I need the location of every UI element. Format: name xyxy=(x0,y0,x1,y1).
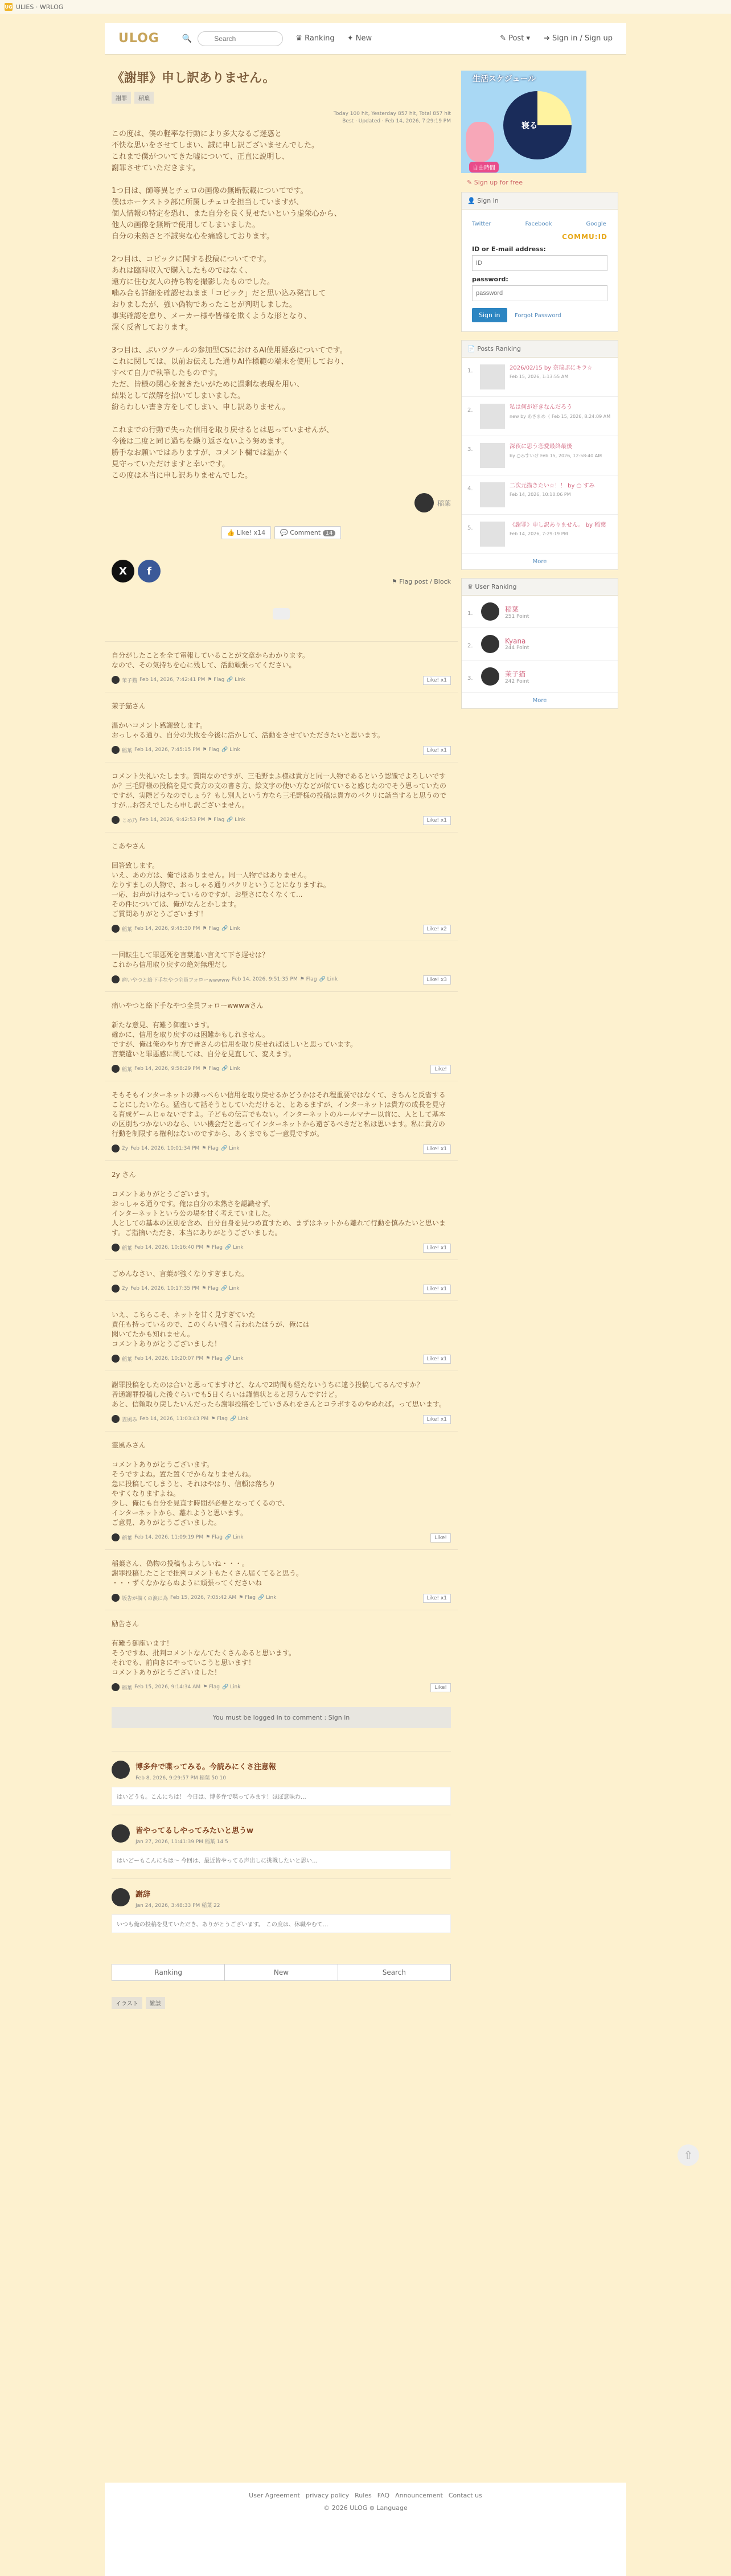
comment-item xyxy=(105,1431,458,1549)
flag-icon[interactable]: ⚑ Flag xyxy=(202,1146,219,1151)
comment-item xyxy=(105,1549,458,1610)
comment-like-button[interactable]: Like! x1 xyxy=(423,816,451,825)
password-label: password: xyxy=(472,276,508,283)
banner-pie-label: 寝る xyxy=(521,121,537,130)
page-title: 《謝罪》申し訳ありません。 xyxy=(112,71,276,85)
sidebar-banner[interactable] xyxy=(461,71,586,173)
comment-user[interactable]: 2y xyxy=(122,1286,129,1291)
comment-text: 茉子猫さん 温かいコメント感謝致します。 おっしゃる通り、自分の失敗を今後に活かして、活動をさせていただきたいと思います。 xyxy=(112,702,384,739)
comment-time: Feb 14, 2026, 10:01:34 PM xyxy=(130,1146,200,1151)
post-thumbnail xyxy=(480,522,505,547)
user-info xyxy=(505,604,529,620)
reaction-bar xyxy=(105,526,458,539)
signin-link[interactable]: ➜ Sign in / Sign up xyxy=(544,34,613,43)
bottom-tabs xyxy=(112,1964,451,1981)
avatar[interactable] xyxy=(112,1594,120,1602)
comment-text: 謝罪投稿をしたのは合いと思ってますけど、なんで2時間も経たないうちに違う投稿してるんですか？ 普通謝罪投稿した後ぐらいでも5日くらいは謹慎状とると思うんですけど。 あと、信頼取り戻したいんだったら謝罪投稿をしていきみれをさんとコラボするのやめれば。って思います。 xyxy=(112,1381,446,1408)
comment-item xyxy=(105,1301,458,1371)
comment-text: ごめんなさい、言葉が強くなりすぎました。 xyxy=(112,1270,249,1278)
site-title: ULIES · WRLOG xyxy=(16,3,64,11)
flag-icon[interactable]: ⚑ Flag xyxy=(202,1066,220,1072)
signin-header: 👤 Sign in xyxy=(462,192,618,210)
x-share-icon[interactable]: X xyxy=(112,560,134,583)
twitter-login[interactable]: Twitter xyxy=(472,221,491,227)
avatar xyxy=(481,667,499,686)
post-button[interactable]: ✎ Post ▾ xyxy=(500,34,530,43)
comment-label: Comment xyxy=(290,529,321,536)
posts-ranking-header: 📄 Posts Ranking xyxy=(462,341,618,358)
user-name[interactable]: Kyana xyxy=(505,637,526,645)
rank-number: 1. xyxy=(467,610,473,617)
flag-icon[interactable]: ⚑ Flag xyxy=(206,1245,223,1250)
comment-text: そもそもインターネットの薄っぺらい信用を取り戻せるかどうかはそれ程重要ではなくて、きちんと反省することにしたいなら。猛省して話そうとしていただけると、とあるますが、インターネットは貴方の成長を見守る育成ゲームじゃないですよ。子どもの伝言でもない。インターネットのルールマナー以前に、人として基本の区別ちつかないのなら、いい機会だと思ってインターネットから遠ざるべきだと私は思います。私に貴方の行動を制限する権利はないのですから、あくまでもご一意見ですが。 xyxy=(112,1091,446,1138)
flag-icon[interactable]: ⚑ Flag xyxy=(299,977,317,982)
comment-time: Feb 14, 2026, 10:20:07 PM xyxy=(134,1356,204,1361)
like-button[interactable]: 👍 Like! x14 xyxy=(221,526,272,539)
avatar[interactable] xyxy=(112,1065,120,1073)
flag-icon[interactable]: ⚑ Flag xyxy=(202,747,220,753)
password-field[interactable] xyxy=(472,285,607,301)
author-name: 稲葉 xyxy=(437,499,451,507)
related-post-info xyxy=(135,1761,276,1781)
comment-user[interactable]: 稲葉 xyxy=(122,748,133,754)
rank-number: 1. xyxy=(467,368,473,374)
comment-info xyxy=(112,746,451,754)
comment-user[interactable]: 稲葉 xyxy=(122,1685,133,1691)
link-icon[interactable]: 🔗 Link xyxy=(221,926,240,932)
banner-title: 生活スケジュール xyxy=(473,75,536,84)
related-post-item[interactable] xyxy=(112,1878,451,1942)
scroll-top-button[interactable]: ⇧ xyxy=(677,2144,699,2166)
flag-icon[interactable]: ⚑ Flag xyxy=(207,817,225,823)
link-icon[interactable]: 🔗 Link xyxy=(221,747,240,753)
link-icon[interactable]: 🔗 Link xyxy=(319,977,338,982)
id-label: ID or E-mail address: xyxy=(472,245,546,253)
ranking-title[interactable]: 2026/02/15 by 奈瑞ぷにキラ☆ xyxy=(510,365,593,371)
comment-info xyxy=(112,1594,451,1602)
comment-item xyxy=(105,941,458,991)
ranking-item[interactable] xyxy=(462,515,618,554)
comment-info xyxy=(112,1415,451,1423)
flag-icon[interactable]: ⚑ Flag xyxy=(206,1356,223,1361)
article-tags xyxy=(112,92,458,104)
user-ranking-header: ♛ User Ranking xyxy=(462,579,618,596)
avatar[interactable] xyxy=(112,1683,120,1691)
avatar xyxy=(112,1824,130,1843)
posts-ranking-title: Posts Ranking xyxy=(477,345,521,352)
paragraph: 2つ目は、コピックに関する投稿についてです。 あれは臨時収入で購入したものではなく、 遠方に住む友人の持ち物を撮影したものでした。 噛み合も詳細を確認せねまま「コピック」だと思い込み発言して おりましたが、強い偽物であったことが判明しました。 事実確認を怠り、メーカー様や皆様を欺くような形となり、 深く反省しております。 xyxy=(112,255,326,332)
rank-number: 4. xyxy=(467,486,473,492)
signin-header-label: Sign in xyxy=(477,197,499,204)
ranking-info xyxy=(510,404,610,420)
avatar[interactable] xyxy=(112,1244,120,1252)
ranking-info xyxy=(510,482,595,497)
footer-links xyxy=(0,2489,731,2502)
comment-item xyxy=(105,991,458,1081)
ranking-title[interactable]: 私は何が好きなんだろう xyxy=(510,404,572,411)
signup-link[interactable]: ✎ Sign up for free xyxy=(467,179,523,186)
related-post-meta: Jan 24, 2026, 3:48:33 PM 稲葉 22 xyxy=(135,1903,220,1909)
paragraph: 1つ目は、師等異とチェロの画像の無断転載についてです。 僕はホーケストラ部に所属しチェロを担当していますが、 個人情報の特定を恐れ、また自分を良く見せたいという虚栄心から、 他人の画像を無断で使用してしまいました。 自分の未熟さと不誠実な心を痛感しております。 xyxy=(112,187,342,241)
facebook-share-icon[interactable]: f xyxy=(138,560,161,583)
ranking-meta: Feb 14, 2026, 7:29:19 PM xyxy=(510,531,568,536)
comment-info xyxy=(112,1145,451,1152)
user-info xyxy=(505,669,529,684)
tag-chip[interactable]: 雑談 xyxy=(146,1997,165,2009)
footer-link[interactable]: Rules xyxy=(355,2492,372,2499)
related-post-item[interactable] xyxy=(112,1751,451,1815)
tab-search[interactable]: Search xyxy=(382,1968,406,1976)
comment-info xyxy=(112,1533,451,1541)
comment-like-button[interactable]: Like! x2 xyxy=(423,925,451,934)
user-ranking-more[interactable]: More xyxy=(532,698,547,704)
ranking-meta: Feb 14, 2026, 10:10:06 PM xyxy=(510,492,571,497)
brand-logo[interactable]: ULOG xyxy=(118,31,159,46)
related-post-info xyxy=(135,1824,253,1845)
comment-text: 自分がしたことを全て電報していることが文章からわかります。 なので、その気持ちを心に残して、活動頑張ってください。 xyxy=(112,651,310,669)
banner-caption: 自由時間 xyxy=(469,162,499,173)
link-icon[interactable]: 🔗 Link xyxy=(257,1595,277,1601)
ranking-meta: Feb 15, 2026, 1:13:55 AM xyxy=(510,374,569,379)
link-icon[interactable]: 🔗 Link xyxy=(227,817,245,823)
related-post-item[interactable] xyxy=(112,1815,451,1878)
avatar[interactable] xyxy=(112,1355,120,1363)
signup-label: Sign up for free xyxy=(474,179,523,186)
top-navbar xyxy=(105,23,626,55)
comment-text: 一回転生して罪悪死を言葉違い言えて下さ遅せは？ これから信用取り戻すの絶対無理だし xyxy=(112,951,269,969)
post-thumbnail xyxy=(480,364,505,389)
user-ranking-item[interactable] xyxy=(462,628,618,661)
comment-time: Feb 14, 2026, 7:42:41 PM xyxy=(139,677,206,683)
comment-time: Feb 14, 2026, 11:03:43 PM xyxy=(139,1416,209,1422)
flag-icon[interactable]: ⚑ Flag xyxy=(207,677,225,683)
updated-info: Best · Updated · Feb 14, 2026, 7:29:19 PM xyxy=(342,118,451,124)
ranking-item[interactable] xyxy=(462,358,618,397)
footer-link[interactable]: Contact us xyxy=(448,2492,482,2499)
comment-item xyxy=(105,832,458,941)
post-thumbnail xyxy=(480,443,505,468)
comment-time: Feb 15, 2026, 7:05:42 AM xyxy=(170,1595,237,1601)
link-icon[interactable]: 🔗 Link xyxy=(221,1066,240,1072)
comment-info xyxy=(112,1355,451,1363)
avatar[interactable] xyxy=(112,1285,120,1293)
article-body xyxy=(112,129,451,482)
comment-info xyxy=(112,1065,451,1073)
ranking-title[interactable]: 《謝罪》申し訳ありません。 by 稲葉 xyxy=(510,522,606,528)
comment-button[interactable]: 💬 Comment 14 xyxy=(274,526,341,539)
hit-counts: Today 100 hit, Yesterday 857 hit, Total 857 hit xyxy=(333,111,451,117)
comment-user[interactable]: 霊風み xyxy=(122,1417,138,1423)
bottom-tags xyxy=(112,1997,451,2009)
ranking-meta: by ○みすいけ Feb 15, 2026, 12:58:40 AM xyxy=(510,453,602,458)
user-ranking-item[interactable] xyxy=(462,661,618,693)
ranking-item[interactable] xyxy=(462,397,618,436)
user-points: 244 Point xyxy=(505,645,529,651)
user-name[interactable]: 茉子猫 xyxy=(505,670,526,678)
comment-text: 痛いやつと絡下手なやつ全員フォローwwwwさん 新たな意見、有難う御座います。 確かに、信用を取り戻すのは困難かもしれません。 ですが、俺は俺のやり方で皆さんの信用を取り戻せればほしいと思っています。 言葉遣いと罪悪感に関しては、自分を見直して、変えます。 xyxy=(112,1002,358,1058)
paragraph: これまでの行動で失った信用を取り戻せるとは思っていませんが、 今後は二度と同じ過ちを繰り返さないよう努めます。 勝手なお願いではありますが、コメント欄では温かく 見守っていただけますと幸いです。 この度は本当に申し訳ありませんでした。 xyxy=(112,426,334,480)
footer-link[interactable]: Announcement xyxy=(395,2492,443,2499)
avatar[interactable] xyxy=(112,1145,120,1152)
tag-chip[interactable]: 稲葉 xyxy=(134,92,154,104)
comment-user[interactable]: 2y xyxy=(122,1146,129,1151)
avatar[interactable] xyxy=(112,1533,120,1541)
search-input[interactable] xyxy=(198,31,283,46)
ranking-info xyxy=(510,522,606,536)
sidebar xyxy=(461,63,618,717)
comment-like-button[interactable]: Like! x1 xyxy=(423,676,451,685)
comment-user[interactable]: 稲葉 xyxy=(122,1067,133,1073)
comment-item xyxy=(105,641,458,692)
post-label: Post xyxy=(508,34,524,43)
comment-info xyxy=(112,975,451,983)
comment-time: Feb 14, 2026, 11:09:19 PM xyxy=(134,1535,204,1540)
footer-link[interactable]: privacy policy xyxy=(305,2492,350,2499)
ranking-item[interactable] xyxy=(462,475,618,515)
footer xyxy=(0,2489,731,2515)
user-ranking-item[interactable] xyxy=(462,596,618,628)
browser-title-strip xyxy=(0,0,731,14)
comment-item xyxy=(105,762,458,832)
link-icon[interactable]: 🔗 Link xyxy=(220,1286,240,1291)
rank-number: 3. xyxy=(467,675,473,682)
link-icon[interactable]: 🔗 Link xyxy=(229,1416,249,1422)
signin-panel xyxy=(461,192,618,332)
comment-info xyxy=(112,676,451,684)
avatar[interactable] xyxy=(112,1415,120,1423)
comment-time: Feb 14, 2026, 10:17:35 PM xyxy=(130,1286,200,1291)
posts-ranking-panel xyxy=(461,340,618,570)
paragraph: この度は、僕の軽率な行動により多大なるご迷惑と 不快な思いをさせてしまい、誠に申し訳ございませんでした。 これまで僕がついてきた嘘について、正直に説明し、 謝罪させていただきます。 xyxy=(112,130,319,173)
link-icon[interactable]: 🔗 Link xyxy=(224,1356,244,1361)
link-icon[interactable]: 🔗 Link xyxy=(224,1245,244,1250)
comment-info xyxy=(112,925,451,933)
comment-user[interactable]: 稲葉 xyxy=(122,1535,133,1541)
flag-icon[interactable]: ⚑ Flag xyxy=(239,1595,256,1601)
comment-time: Feb 14, 2026, 9:51:35 PM xyxy=(232,977,298,982)
comment-user[interactable]: 稲葉 xyxy=(122,1356,133,1363)
flag-icon[interactable]: ⚑ Flag xyxy=(202,926,220,932)
article-meta xyxy=(112,110,451,125)
nav-new-label: New xyxy=(355,34,372,43)
comment-like-button[interactable]: Like! x1 xyxy=(423,1244,451,1253)
avatar xyxy=(414,493,434,512)
paragraph: 3つ目は、ぶいツクールの参加型CSにおけるAI使用疑惑についてです。 これに関しては、以前お伝えした通りAI作標範の端末を使用しており、 すべて自力で執筆したものです。 ただ、皆様の関心を惹きたいがために過剰な表現を用い、 結果として誤解を招いてしまいました。 紛らわしい書き方をしてしまい、申し訳ありません。 xyxy=(112,346,348,412)
avatar[interactable] xyxy=(112,925,120,933)
signin-button[interactable]: Sign in xyxy=(472,308,507,322)
user-ranking-title: User Ranking xyxy=(475,583,517,590)
comment-time: Feb 15, 2026, 9:14:34 AM xyxy=(134,1684,201,1690)
nav-ranking-label: Ranking xyxy=(305,34,335,43)
rank-number: 3. xyxy=(467,446,473,453)
related-post-title[interactable]: 謝辞 xyxy=(135,1890,151,1899)
avatar xyxy=(112,1888,130,1906)
comment-like-button[interactable]: Like! x1 xyxy=(423,1355,451,1364)
comment-text: こあやさん 回答致します。 いえ、あの方は、俺ではありません。同一人物ではありません。 なりすましの人物で、おっしゃる通りパクリということになりますね。 一応、お声がけはやっているのですが、お壁さになくなくて... その件については、俺がなんとかします。 ご質問ありがとうございます！ xyxy=(112,842,330,918)
comment-text: 励告さん 有難う御座います！ そうですね、批判コメントなんてたくさんあると思います。 それでも、前向きにやっていこうと思います！ コメントありがとうございました！ xyxy=(112,1620,296,1676)
comment-time: Feb 14, 2026, 7:45:15 PM xyxy=(134,747,200,753)
related-post-title[interactable]: 皆やってるしやってみたいと思うw xyxy=(135,1827,254,1835)
nav-ranking[interactable]: ♛ Ranking xyxy=(295,34,335,43)
user-ranking-panel xyxy=(461,578,618,709)
comment-time: Feb 14, 2026, 10:16:40 PM xyxy=(134,1245,204,1250)
tab-ranking[interactable]: Ranking xyxy=(112,1964,225,1980)
comment-like-button[interactable]: Like! x3 xyxy=(423,975,451,985)
login-to-comment-note[interactable]: You must be logged in to comment : Sign in xyxy=(112,1707,451,1728)
comment-time: Feb 14, 2026, 9:58:29 PM xyxy=(134,1066,200,1072)
link-icon[interactable]: 🔗 Link xyxy=(220,1146,240,1151)
avatar xyxy=(112,1761,130,1779)
flag-icon[interactable]: ⚑ Flag xyxy=(202,1286,219,1291)
comment-info xyxy=(112,1683,451,1691)
avatar[interactable] xyxy=(112,975,120,983)
comment-user[interactable]: こめ乃 xyxy=(122,818,138,824)
related-post-info xyxy=(135,1888,220,1909)
user-points: 251 Point xyxy=(505,613,529,620)
comment-text: 稲葉さん、偽物の投稿もよろしいね・・・。 謝罪投稿したことで批判コメントもたくさん届くてると思う。 ・・・ずくなかならぬように頑張ってくださいね xyxy=(112,1560,303,1587)
link-icon[interactable]: 🔗 Link xyxy=(224,1535,244,1540)
user-points: 242 Point xyxy=(505,678,529,684)
related-post-excerpt: いつも俺の投稿を見ていただき、ありがとうございます。 この度は、休職やむて... xyxy=(112,1914,451,1933)
facebook-login[interactable]: Facebook xyxy=(525,221,552,227)
tab-new[interactable]: New xyxy=(225,1964,338,1980)
user-name[interactable]: 稲葉 xyxy=(505,605,519,613)
related-post-title[interactable]: 博多弁で喋ってみる。今読みにくさ注意報 xyxy=(135,1763,277,1771)
ranking-title[interactable]: 二次元描きたい☆！！ by ○ すみ xyxy=(510,483,595,489)
comment-like-button[interactable]: Like! xyxy=(430,1683,451,1692)
avatar[interactable] xyxy=(112,676,120,684)
comment-info xyxy=(112,1244,451,1252)
flag-icon[interactable]: ⚑ Flag xyxy=(206,1535,223,1540)
flag-label: Flag post / Block xyxy=(399,578,451,585)
author-block[interactable] xyxy=(112,493,451,512)
comment-like-button[interactable]: Like! xyxy=(430,1065,451,1074)
comment-count-badge: 14 xyxy=(323,530,336,536)
banner-pie-image xyxy=(503,91,572,159)
copyright: © 2026 ULOG ⊕ Language xyxy=(323,2504,408,2512)
avatar[interactable] xyxy=(112,816,120,824)
comment-info xyxy=(112,816,451,824)
comment-item xyxy=(105,1610,458,1699)
link-icon[interactable]: 🔗 Link xyxy=(227,677,245,683)
ranking-item[interactable] xyxy=(462,436,618,475)
commu-id-logo[interactable]: COMMU:ID xyxy=(562,233,607,241)
post-thumbnail xyxy=(480,482,505,507)
comment-text: 2y さん コメントありがとうございます。 おっしゃる通りです。俺は自分の未熟さを認識せず、 インターネットという公の場を甘く考えていました。 人としての基本の区別を含め、自分自身を見つめ直すため、まずはネットから離れて行動を慎みたいと思います。ご指摘いただき、本当にありがとうございました。 xyxy=(112,1171,446,1237)
like-label: Like! x14 xyxy=(236,529,266,536)
comment-time: Feb 14, 2026, 9:42:53 PM xyxy=(139,817,206,823)
comment-item xyxy=(105,1260,458,1301)
banner-character-image xyxy=(466,122,494,162)
related-post-excerpt: はいどーもこんにちは〜 今回は、最近皆やってる声出しに挑戦したいと思い... xyxy=(112,1851,451,1869)
related-post-meta: Jan 27, 2026, 11:41:39 PM 稲葉 14 5 xyxy=(135,1839,228,1845)
rank-number: 2. xyxy=(467,642,473,649)
comment-like-button[interactable]: Like! x1 xyxy=(423,1594,451,1603)
user-info xyxy=(505,637,529,651)
comment-item xyxy=(105,1081,458,1160)
social-login xyxy=(472,221,607,227)
comment-user[interactable]: 坂告が描くの涙に為 xyxy=(122,1595,169,1602)
related-post-header xyxy=(112,1761,451,1781)
related-post-header xyxy=(112,1888,451,1909)
site-favicon-icon: UG xyxy=(5,3,13,11)
comment-like-button[interactable]: Like! x1 xyxy=(423,1145,451,1154)
ranking-meta: new by あさまめ（ Feb 15, 2026, 8:24:09 AM xyxy=(510,414,611,419)
tag-chip[interactable]: イラスト xyxy=(112,1997,142,2009)
nav-new[interactable]: ✦ New xyxy=(347,34,372,43)
comment-text: 霊風みさん コメントありがとうございます。 そうですよね。置た置くでからなりませんね。 急に投稿してしまうと、それはやはり、信頼は落ちり やすくなりますよね。 少し、俺にも自分を見直す時間が必要となってくるので、 インターネットから、離れようと思います。 ご意見、ありがとうございました。 xyxy=(112,1441,289,1527)
comment-user[interactable]: 痛いやつと絡下手なやつ全員フォローwwwww xyxy=(122,977,230,983)
comment-user[interactable]: 稲葉 xyxy=(122,1245,133,1252)
comment-bubble-icon xyxy=(273,608,290,620)
comment-info xyxy=(112,1285,451,1293)
comment-time: Feb 14, 2026, 9:45:30 PM xyxy=(134,926,200,932)
comment-item xyxy=(105,1371,458,1431)
signin-label: Sign in / Sign up xyxy=(552,34,613,43)
id-field[interactable] xyxy=(472,255,607,271)
comment-like-button[interactable]: Like! x1 xyxy=(423,746,451,755)
forgot-password-link[interactable]: Forgot Password xyxy=(515,313,561,319)
related-post-excerpt: はいどうも。こんにちは！ 今日は、博多弁で喋ってみます！ほぼ意味わ... xyxy=(112,1787,451,1806)
rank-number: 5. xyxy=(467,525,473,531)
rank-number: 2. xyxy=(467,407,473,413)
comment-like-button[interactable]: Like! x1 xyxy=(423,1415,451,1424)
avatar xyxy=(481,602,499,621)
main-column xyxy=(105,63,458,2009)
comment-user[interactable]: 稲葉 xyxy=(122,926,133,933)
footer-link[interactable]: User Agreement xyxy=(249,2492,300,2499)
flag-link[interactable]: ⚑ Flag post / Block xyxy=(391,578,451,585)
avatar[interactable] xyxy=(112,746,120,754)
related-posts xyxy=(112,1751,451,1942)
comment-item xyxy=(105,1160,458,1260)
footer-link[interactable]: FAQ xyxy=(377,2492,390,2499)
comment-like-button[interactable]: Like! x1 xyxy=(423,1285,451,1294)
related-post-header xyxy=(112,1824,451,1845)
search-icon[interactable]: 🔍 xyxy=(182,34,192,43)
ranking-info xyxy=(510,443,602,459)
ranking-info xyxy=(510,364,592,379)
flag-icon[interactable]: ⚑ Flag xyxy=(211,1416,228,1422)
comment-like-button[interactable]: Like! xyxy=(430,1533,451,1543)
comment-item xyxy=(105,692,458,762)
comment-user[interactable]: 茉子猫 xyxy=(122,678,138,684)
related-post-meta: Feb 8, 2026, 9:29:57 PM 稲葉 50 10 xyxy=(135,1775,227,1781)
comment-list xyxy=(105,641,458,1699)
posts-ranking-more[interactable]: More xyxy=(532,559,547,565)
link-icon[interactable]: 🔗 Link xyxy=(221,1684,241,1690)
flag-icon[interactable]: ⚑ Flag xyxy=(203,1684,220,1690)
comment-text: いえ、こちらこそ、ネットを甘く見すぎていた 責任も持っているので、このくらい強く言われたほうが、俺には 聞いてたかも知れません。 コメントありがとうございました！ xyxy=(112,1311,310,1348)
google-login[interactable]: Google xyxy=(586,221,606,227)
avatar xyxy=(481,635,499,653)
comment-text: コメント失礼いたします。質問なのですが、三毛野まふ様は貴方と同一人物であるという認識でよろしいですか？三毛野様の投稿を見て貴方の文の書き方、絵文字の使い方などが似ていると感じたのでそう思っていたのですが、実際どうなのでしょう？もし別人という方なら三毛野様の投稿は貴方のパクリに該当すると思うのですが…お答えでしたら申し訳ございません。 xyxy=(112,772,447,809)
post-thumbnail xyxy=(480,404,505,429)
ranking-title[interactable]: 深夜に思う恋愛最終最後 xyxy=(510,444,572,450)
tag-chip[interactable]: 謝罪 xyxy=(112,92,131,104)
